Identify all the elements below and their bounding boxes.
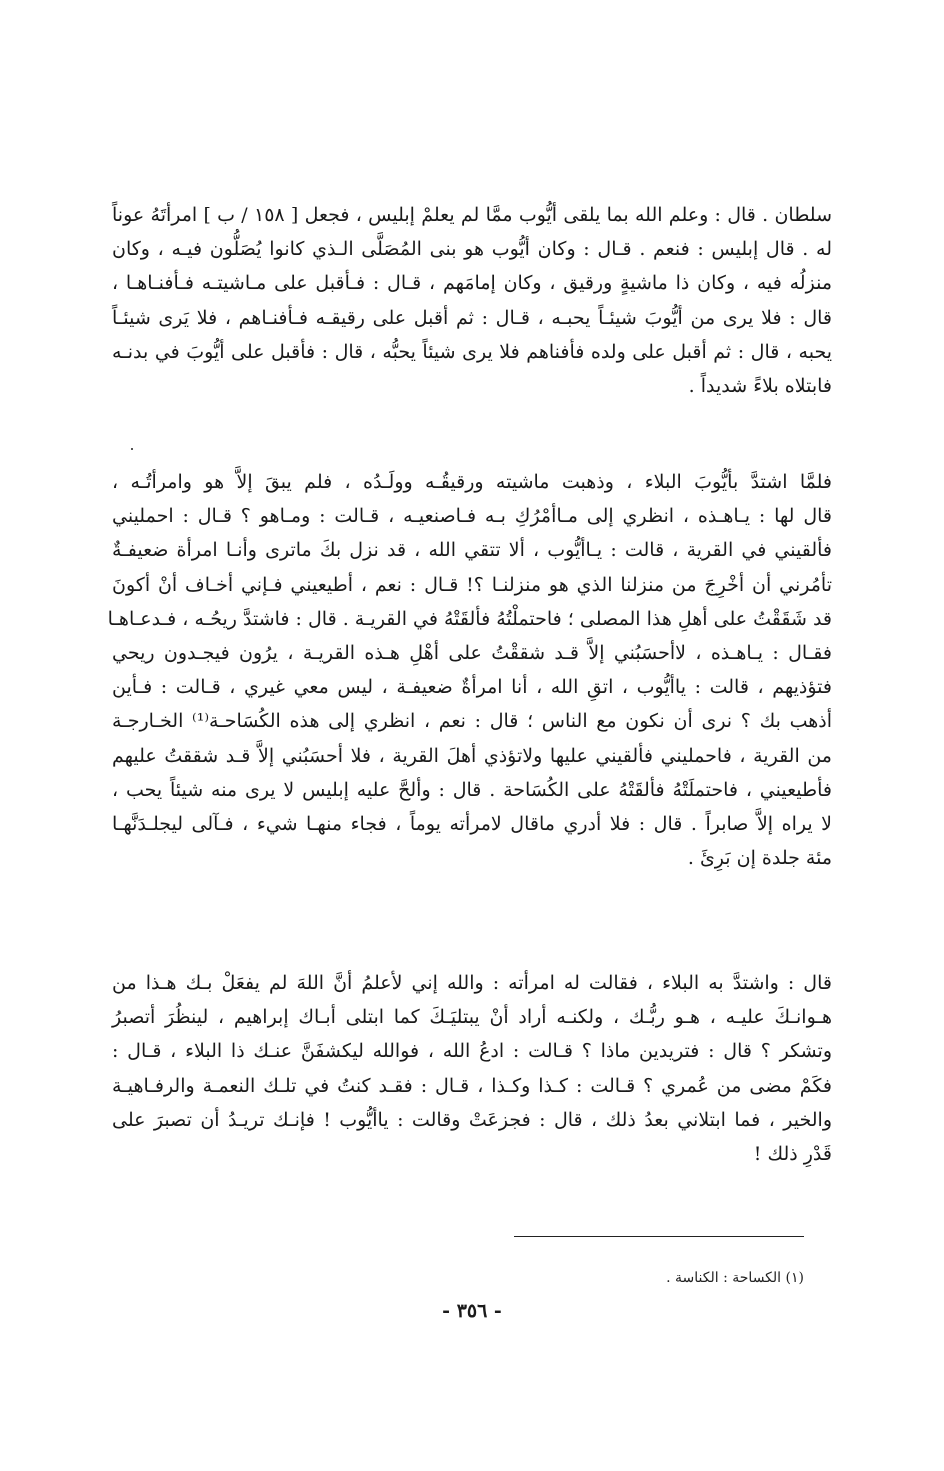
text-line: سلطان . قال : وعلم الله بما يلقى أيُّوب ممَّا لم يعلمْ إبليس ، فجعل [ ١٥٨ / ب ] امرأتَهُ عوناً xyxy=(112,204,832,226)
text-line: قد شَقَقْتُ على أهلِ هذا المصلى ؛ فاحتملْتُهُ فألقَتْهُ في القريـة . قال : فاشتدَّ ريحُـه ، فـدعـاهـا xyxy=(107,607,832,630)
text-line: فألقيني في القرية ، قالت : يـاأيُّوب ، ألا تتقي الله ، قد نزل بكَ ماترى وأنـا امرأة ضعيفـةٌ xyxy=(112,539,832,562)
text-line: فلمَّا اشتدَّ بأيُّوبَ البلاء ، وذهبت ماشيته ورقيقُـه وولَـدُه ، فلم يبقَ إلاَّ هو وامرأتُـه ، xyxy=(112,471,832,493)
text-line: فتؤذيهم ، قالت : ياأيُّوب ، اتقِ الله ، أنا امرأةٌ ضعيفـة ، ليس معي غيري ، قـالت : فـأين xyxy=(112,676,832,699)
text-line: فقـال : يـاهـذه ، لاأحسَبُني إلاَّ قـد شققْتُ على أهْلِ هـذه القريـة ، يرُون فيجـدون ريحي xyxy=(112,642,832,665)
text-line: منزلُه فيه ، وكان ذا ماشيةٍ ورقيق ، وكان إمامَهم ، قـال : فـأقبل على مـاشيتـه فـأفنـاهـا ، xyxy=(112,272,832,295)
text-line: هـوانـكَ عليـه ، هـو ربُّـك ، ولكنـه أراد أنْ يبتليَـكَ كما ابتلى أبـاك إبراهيم ، لينظُرَ أتصبرُ xyxy=(112,1006,832,1029)
paragraph-2 xyxy=(107,465,832,875)
footnote-divider xyxy=(514,1236,804,1237)
text-line: من القرية ، فاحمليني فألقيني عليها ولاتؤذي أهلَ القرية ، فلا أحسَبُني إلاَّ قـد شققتُ عليهم xyxy=(112,744,832,767)
text-line: أذهب بك ؟ نرى أن نكون مع الناس ؛ قال : نعم ، انظري إلى هذه الكُسَاحـة⁽¹⁾ الخـارجـة xyxy=(112,710,832,733)
text-line: تأمُرني أن أخْرِجَ من منزلنا الذي هو منزلنـا ؟! قـال : نعم ، أطيعيني فـإني أخـاف أنْ أكونَ xyxy=(112,573,832,596)
text-line: لا يراه إلاَّ صابراً . قال : فلا أدري ماقال لامرأته يوماً ، فجاء منهـا شيء ، فـآلى ليجلـدَنَّهـا xyxy=(112,813,832,836)
text-line: يحبه ، قال : ثم أقبل على ولده فأفناهم فلا يرى شيئاً يحبُّه ، قال : فأقبل على أيُّوبَ في بدنـه xyxy=(112,340,832,363)
footnote: (١) الكساحة : الكناسة . xyxy=(666,1270,804,1286)
paragraph-3 xyxy=(112,966,832,1171)
page-number: - ٣٥٦ - xyxy=(442,1300,502,1322)
text-line: قال : فلا يرى من أيُّوبَ شيئـاً يحبـه ، قـال : ثم أقبل على رقيقـه فـأفنـاهم ، فلا يَرى شيئـاً xyxy=(112,306,832,329)
text-line: قَدْرِ ذلك ! xyxy=(753,1143,832,1166)
text-line: وتشكر ؟ قال : فتريدين ماذا ؟ قـالت : ادعُ الله ، فوالله ليكشفَنَّ عنـك ذا البلاء ، قـال : xyxy=(112,1040,832,1063)
print-speck xyxy=(131,448,133,450)
text-line: فكَمْ مضى من عُمري ؟ قـالت : كـذا وكـذا ، قـال : فقـد كنتُ في تلـك النعمـة والرفـاهيـة xyxy=(112,1074,832,1097)
text-line: فابتلاه بلاءً شديداً . xyxy=(688,375,832,398)
text-line: فأطيعيني ، فاحتملَتْهُ فألقَتْهُ على الكُسَاحة . قال : وألحَّ عليه إبليس لا يرى منه شيئاً يحب ، xyxy=(112,778,832,801)
text-line: قال : واشتدَّ به البلاء ، فقالت له امرأته : والله إني لأعلمُ أنَّ اللهَ لم يفعَلْ بـك هـذا من xyxy=(112,972,832,994)
text-line: والخير ، فما ابتلاني بعدُ ذلك ، قال : فجزعَتْ وقالت : ياأيُّوب ! فإنـك تريـدُ أن تصبرَ على xyxy=(112,1108,832,1131)
paragraph-1 xyxy=(112,198,832,403)
text-line: له . قال إبليس : فنعم . قـال : وكان أيُّوب هو بنى المُصَلَّى الـذي كانوا يُصَلُّون فيـه ، وكان xyxy=(112,238,832,261)
text-line: مئة جلدة إن بَرِئَ . xyxy=(687,847,832,870)
text-line: قال لها : يـاهـذه ، انظري إلى مـاأمْرُكِ بـه فـاصنعيـه ، قـالت : ومـاهو ؟ قـال : احمليني xyxy=(112,505,832,528)
